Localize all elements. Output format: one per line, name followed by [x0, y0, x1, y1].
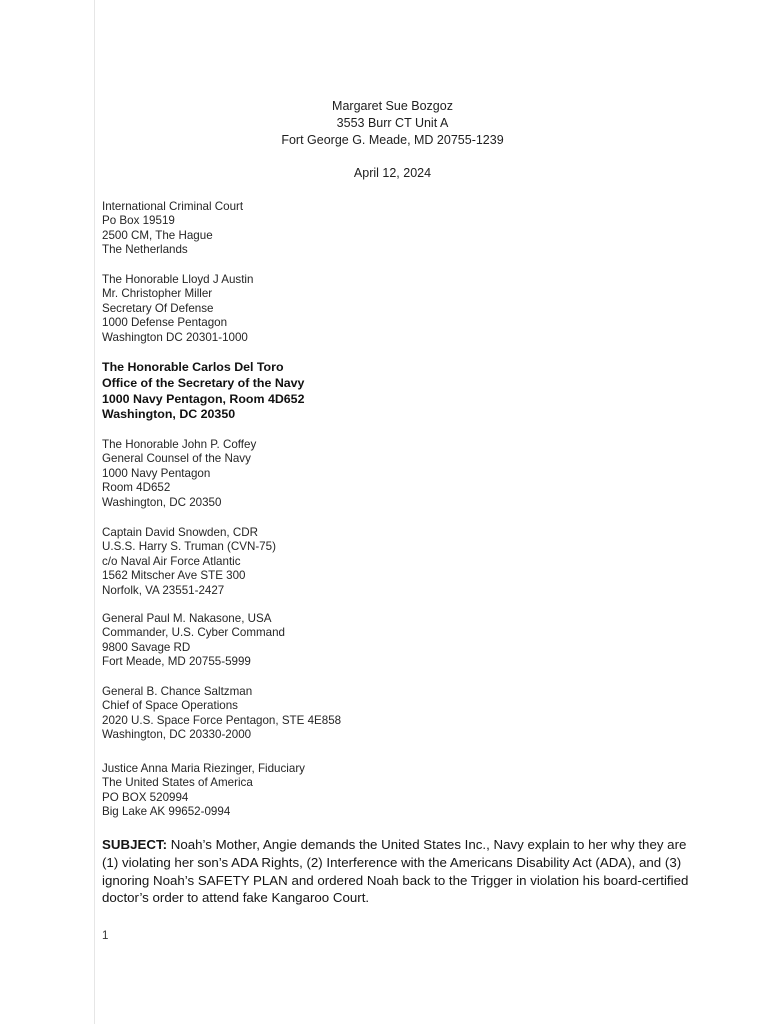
- recipient-line: The Honorable Lloyd J Austin: [102, 273, 254, 286]
- recipient-line: Office of the Secretary of the Navy: [102, 375, 305, 390]
- recipient-line: U.S.S. Harry S. Truman (CVN-75): [102, 540, 276, 554]
- subject-label: SUBJECT:: [102, 837, 168, 852]
- recipient-icc: [102, 200, 243, 258]
- recipient-line: Secretary Of Defense: [102, 301, 214, 315]
- letter-date: April 12, 2024: [353, 166, 432, 180]
- recipient-captain: [102, 526, 276, 598]
- recipient-line: International Criminal Court: [102, 200, 244, 213]
- recipient-line: 1562 Mitscher Ave STE 300: [102, 569, 246, 583]
- recipient-line: The Netherlands: [102, 243, 188, 257]
- recipient-secretary-of-navy: [102, 360, 304, 423]
- recipient-line: Po Box 19519: [102, 214, 175, 228]
- page-number: 1: [102, 930, 109, 942]
- recipient-line: Washington, DC 20330-2000: [102, 728, 252, 742]
- recipient-line: The Honorable Carlos Del Toro: [102, 360, 284, 374]
- recipient-line: Justice Anna Maria Riezinger, Fiduciary: [102, 762, 305, 775]
- recipient-fiduciary: [102, 762, 305, 820]
- subject-paragraph: [102, 836, 702, 907]
- recipient-line: General Counsel of the Navy: [102, 452, 251, 466]
- recipient-line: General B. Chance Saltzman: [102, 685, 253, 698]
- recipient-line: Washington DC 20301-1000: [102, 330, 248, 344]
- recipient-line: Chief of Space Operations: [102, 699, 238, 713]
- recipient-line: Washington, DC 20350: [102, 407, 236, 422]
- recipient-line: Norfolk, VA 23551-2427: [102, 583, 225, 597]
- recipient-line: 1000 Defense Pentagon: [102, 316, 228, 330]
- recipient-general-counsel: [102, 438, 256, 510]
- recipient-line: General Paul M. Nakasone, USA: [102, 612, 272, 625]
- recipient-line: 2500 CM, The Hague: [102, 228, 213, 242]
- sender-street: 3553 Burr CT Unit A: [336, 116, 449, 130]
- recipient-secretary-of-defense: [102, 273, 253, 345]
- recipient-line: 9800 Savage RD: [102, 640, 191, 654]
- sender-address: [0, 98, 768, 149]
- recipient-line: PO BOX 520994: [102, 790, 189, 804]
- sender-city: Fort George G. Meade, MD 20755-1239: [281, 133, 504, 147]
- recipient-line: 2020 U.S. Space Force Pentagon, STE 4E858: [102, 713, 342, 727]
- recipient-line: Commander, U.S. Cyber Command: [102, 626, 285, 640]
- recipient-line: Big Lake AK 99652-0994: [102, 805, 231, 819]
- recipient-line: Room 4D652: [102, 481, 171, 495]
- recipient-line: The Honorable John P. Coffey: [102, 438, 257, 451]
- recipient-line: c/o Naval Air Force Atlantic: [102, 554, 241, 568]
- recipient-space-operations: [102, 685, 341, 743]
- recipient-line: Mr. Christopher Miller: [102, 287, 213, 301]
- recipient-line: Fort Meade, MD 20755-5999: [102, 655, 251, 669]
- recipient-line: 1000 Navy Pentagon: [102, 466, 211, 480]
- recipient-line: Washington, DC 20350: [102, 495, 222, 509]
- recipient-line: The United States of America: [102, 776, 253, 790]
- recipient-line: 1000 Navy Pentagon, Room 4D652: [102, 391, 305, 406]
- recipient-line: Captain David Snowden, CDR: [102, 526, 258, 539]
- sender-name: Margaret Sue Bozgoz: [332, 99, 453, 113]
- subject-text: Noah’s Mother, Angie demands the United States Inc., Navy explain to her why they are (1) violating her son’s ADA Rights, (2) Interference with the Americans Disability Act (ADA), and (3) ignoring Noah’s SAFETY PLAN and ordered Noah back to the Trigger in violation his board-certified doctor’s order to attend fake Kangaroo Court.: [102, 837, 689, 906]
- recipient-cyber-command: [102, 612, 285, 670]
